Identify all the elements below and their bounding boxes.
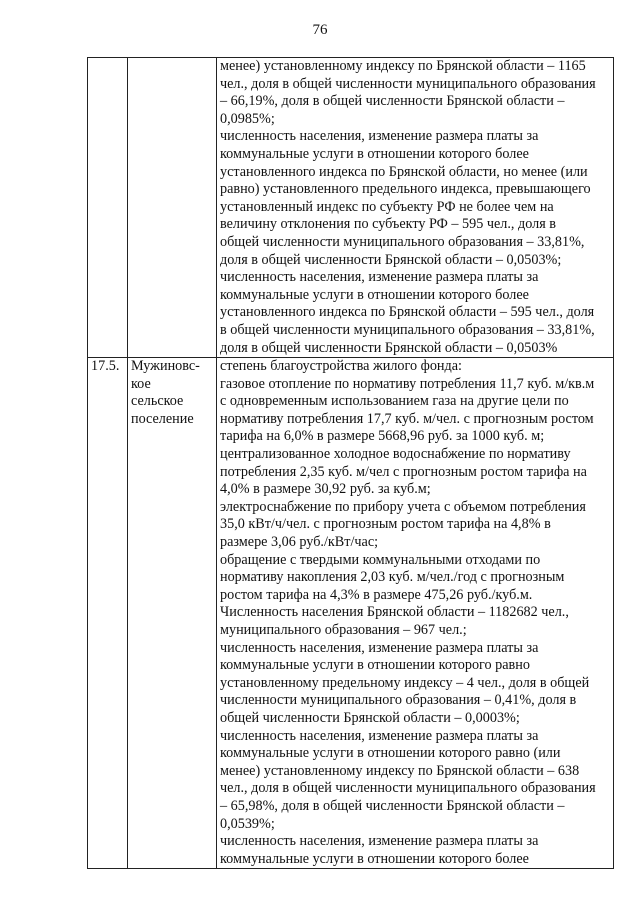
text-line: численность населения, изменение размера платы за bbox=[220, 128, 539, 145]
text-line: 0,0985%; bbox=[220, 110, 275, 127]
text-line: ростом тарифа на 4,3% в размере 475,26 руб./куб.м. bbox=[220, 586, 533, 603]
text-line: чел., доля в общей численности муниципального образования bbox=[220, 75, 596, 92]
text-line: величину отклонения по субъекту РФ – 595 чел., доля в bbox=[220, 216, 556, 233]
cell-description bbox=[217, 58, 614, 358]
text-line: равно) установленного предельного индекса, превышающего bbox=[220, 181, 591, 198]
text-line: муниципального образования – 967 чел.; bbox=[220, 622, 467, 638]
text-line: размере 3,06 руб./кВт/час; bbox=[220, 534, 379, 551]
text-line: коммунальные услуги в отношении которого более bbox=[220, 145, 529, 162]
text-line: Численность населения Брянской области – 1182682 чел., bbox=[220, 604, 569, 621]
text-line: нормативу накопления 2,03 куб. м/чел./год с прогнозным bbox=[220, 569, 565, 586]
cell-number bbox=[88, 58, 128, 358]
text-line: тарифа на 6,0% в размере 5668,96 руб. за 1000 куб. м; bbox=[220, 428, 545, 445]
text-line: коммунальные услуги в отношении которого более bbox=[220, 286, 529, 303]
text-line: обращение с твердыми коммунальными отходами по bbox=[220, 551, 541, 568]
text-line: установленному предельному индексу – 4 чел., доля в общей bbox=[220, 674, 590, 691]
text-line: менее) установленному индексу по Брянской области – 1165 bbox=[220, 58, 586, 74]
text-line: коммунальные услуги в отношении которого равно (или bbox=[220, 745, 561, 762]
text-line: степень благоустройства жилого фонда: bbox=[220, 358, 462, 375]
text-line: установленный индекс по субъекту РФ не более чем на bbox=[220, 198, 554, 215]
municipality-name-line: поселение bbox=[131, 410, 194, 427]
text-line: 35,0 кВт/ч/чел. с прогнозным ростом тарифа на 4,8% в bbox=[220, 516, 551, 533]
cell-municipality bbox=[128, 58, 217, 358]
municipality-name-line: сельское bbox=[131, 393, 184, 410]
text-line: чел., доля в общей численности муниципального образования bbox=[220, 780, 596, 797]
text-line: – 65,98%, доля в общей численности Брянской области – bbox=[220, 797, 565, 814]
municipality-name-line: Мужиновс- bbox=[131, 358, 200, 375]
text-line: газовое отопление по нормативу потребления 11,7 куб. м/кв.м bbox=[220, 375, 595, 392]
text-line: численность населения, изменение размера платы за bbox=[220, 833, 539, 850]
text-line: численность населения, изменение размера платы за bbox=[220, 269, 539, 286]
municipality-name-line: кое bbox=[131, 375, 151, 392]
text-line: численности муниципального образования – 0,41%, доля в bbox=[220, 692, 577, 709]
tariff-table bbox=[87, 57, 614, 869]
text-line: установленного индекса по Брянской области, но менее (или bbox=[220, 163, 588, 180]
cell-municipality bbox=[128, 358, 217, 869]
text-line: централизованное холодное водоснабжение по нормативу bbox=[220, 446, 571, 463]
text-line: с одновременным использованием газа на другие цели по bbox=[220, 393, 569, 410]
cell-description bbox=[217, 358, 614, 869]
text-line: общей численности муниципального образования – 33,81%, bbox=[220, 233, 585, 250]
text-line: общей численности Брянской области – 0,0003%; bbox=[220, 709, 520, 726]
text-line: электроснабжение по прибору учета с объемом потребления bbox=[220, 498, 586, 515]
text-line: численность населения, изменение размера платы за bbox=[220, 639, 539, 656]
text-line: потребления 2,35 куб. м/чел с прогнозным ростом тарифа на bbox=[220, 463, 587, 480]
text-line: менее) установленному индексу по Брянской области – 638 bbox=[220, 762, 580, 779]
text-line: – 66,19%, доля в общей численности Брянской области – bbox=[220, 93, 565, 110]
text-line: доля в общей численности Брянской области – 0,0503%; bbox=[220, 251, 562, 268]
text-line: коммунальные услуги в отношении которого равно bbox=[220, 657, 530, 674]
text-line: численность населения, изменение размера платы за bbox=[220, 727, 539, 744]
text-line: в общей численности муниципального образования – 33,81%, bbox=[220, 321, 595, 338]
text-line: нормативу потребления 17,7 куб. м/чел. с прогнозным ростом bbox=[220, 410, 594, 427]
text-line: 0,0539%; bbox=[220, 815, 275, 832]
table-row bbox=[88, 58, 614, 358]
text-line: 4,0% в размере 30,92 руб. за куб.м; bbox=[220, 481, 431, 498]
text-line: установленного индекса по Брянской области – 595 чел., доля bbox=[220, 304, 595, 321]
table-row bbox=[88, 358, 614, 869]
page-number: 76 bbox=[312, 22, 328, 38]
cell-number: 17.5. bbox=[88, 358, 128, 869]
text-line: доля в общей численности Брянской области – 0,0503% bbox=[220, 339, 558, 356]
text-line: коммунальные услуги в отношении которого более bbox=[220, 850, 529, 867]
